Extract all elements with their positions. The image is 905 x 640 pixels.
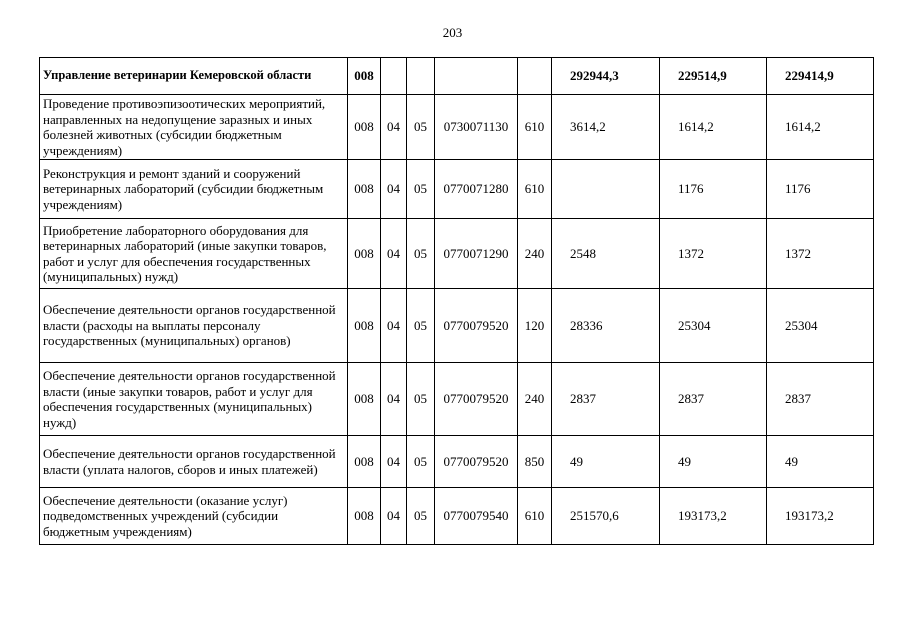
cell-type: 120 [518, 289, 552, 363]
cell-ministry: 008 [348, 436, 381, 488]
cell-target: 0730071130 [435, 95, 518, 160]
cell-section: 04 [381, 219, 407, 289]
cell-sum2: 1372 [660, 219, 767, 289]
header-section [381, 58, 407, 95]
header-sum2: 229514,9 [660, 58, 767, 95]
cell-sum3: 49 [767, 436, 874, 488]
cell-ministry: 008 [348, 95, 381, 160]
header-name: Управление ветеринарии Кемеровской области [40, 58, 348, 95]
cell-name: Обеспечение деятельности (оказание услуг) подведомственных учреждений (субсидии бюджетным учреждениям) [40, 488, 348, 545]
cell-target: 0770071290 [435, 219, 518, 289]
cell-sum1 [552, 160, 660, 219]
cell-ministry: 008 [348, 289, 381, 363]
cell-type: 850 [518, 436, 552, 488]
cell-subsection: 05 [407, 436, 435, 488]
cell-type: 240 [518, 363, 552, 436]
table-row [40, 363, 874, 436]
cell-sum2: 25304 [660, 289, 767, 363]
cell-ministry: 008 [348, 488, 381, 545]
header-subsection [407, 58, 435, 95]
cell-subsection: 05 [407, 219, 435, 289]
cell-sum3: 1372 [767, 219, 874, 289]
cell-section: 04 [381, 363, 407, 436]
cell-subsection: 05 [407, 488, 435, 545]
cell-sum2: 1614,2 [660, 95, 767, 160]
cell-name: Обеспечение деятельности органов государственной власти (иные закупки товаров, работ и услуг для обеспечения государственных (муниципальных) нужд) [40, 363, 348, 436]
cell-sum3: 25304 [767, 289, 874, 363]
cell-sum2: 1176 [660, 160, 767, 219]
header-sum3: 229414,9 [767, 58, 874, 95]
table-row [40, 436, 874, 488]
table-row [40, 219, 874, 289]
cell-sum1: 49 [552, 436, 660, 488]
page-number: 203 [442, 25, 463, 40]
cell-section: 04 [381, 160, 407, 219]
cell-target: 0770079520 [435, 289, 518, 363]
cell-sum1: 28336 [552, 289, 660, 363]
cell-target: 0770079520 [435, 363, 518, 436]
budget-table [39, 57, 874, 545]
header-target [435, 58, 518, 95]
cell-sum3: 2837 [767, 363, 874, 436]
cell-section: 04 [381, 289, 407, 363]
cell-sum2: 2837 [660, 363, 767, 436]
cell-name: Обеспечение деятельности органов государственной власти (расходы на выплаты персоналу государственных (муниципальных) органов) [40, 289, 348, 363]
cell-sum1: 2837 [552, 363, 660, 436]
cell-ministry: 008 [348, 363, 381, 436]
header-ministry: 008 [348, 58, 381, 95]
cell-sum3: 193173,2 [767, 488, 874, 545]
cell-subsection: 05 [407, 160, 435, 219]
table-row [40, 160, 874, 219]
cell-target: 0770079540 [435, 488, 518, 545]
cell-ministry: 008 [348, 160, 381, 219]
cell-section: 04 [381, 488, 407, 545]
cell-sum1: 251570,6 [552, 488, 660, 545]
cell-subsection: 05 [407, 95, 435, 160]
cell-type: 610 [518, 95, 552, 160]
table-header-row [40, 58, 874, 95]
cell-name: Приобретение лабораторного оборудования для ветеринарных лабораторий (иные закупки товаров, работ и услуг для обеспечения государственных (муниципальных) нужд) [40, 219, 348, 289]
cell-subsection: 05 [407, 289, 435, 363]
cell-name: Обеспечение деятельности органов государственной власти (уплата налогов, сборов и иных платежей) [40, 436, 348, 488]
cell-target: 0770079520 [435, 436, 518, 488]
table-row [40, 289, 874, 363]
cell-target: 0770071280 [435, 160, 518, 219]
cell-section: 04 [381, 95, 407, 160]
cell-type: 240 [518, 219, 552, 289]
cell-name: Реконструкция и ремонт зданий и сооружений ветеринарных лабораторий (субсидии бюджетным учреждениям) [40, 160, 348, 219]
cell-ministry: 008 [348, 219, 381, 289]
table-row [40, 488, 874, 545]
cell-type: 610 [518, 488, 552, 545]
cell-sum2: 193173,2 [660, 488, 767, 545]
header-sum1: 292944,3 [552, 58, 660, 95]
cell-sum3: 1176 [767, 160, 874, 219]
table-row [40, 95, 874, 160]
header-type [518, 58, 552, 95]
cell-sum1: 2548 [552, 219, 660, 289]
cell-name: Проведение противоэпизоотических мероприятий, направленных на недопущение заразных и иных болезней животных (субсидии бюджетным учреждениям) [40, 95, 348, 160]
cell-sum3: 1614,2 [767, 95, 874, 160]
cell-sum2: 49 [660, 436, 767, 488]
cell-sum1: 3614,2 [552, 95, 660, 160]
cell-type: 610 [518, 160, 552, 219]
cell-subsection: 05 [407, 363, 435, 436]
cell-section: 04 [381, 436, 407, 488]
